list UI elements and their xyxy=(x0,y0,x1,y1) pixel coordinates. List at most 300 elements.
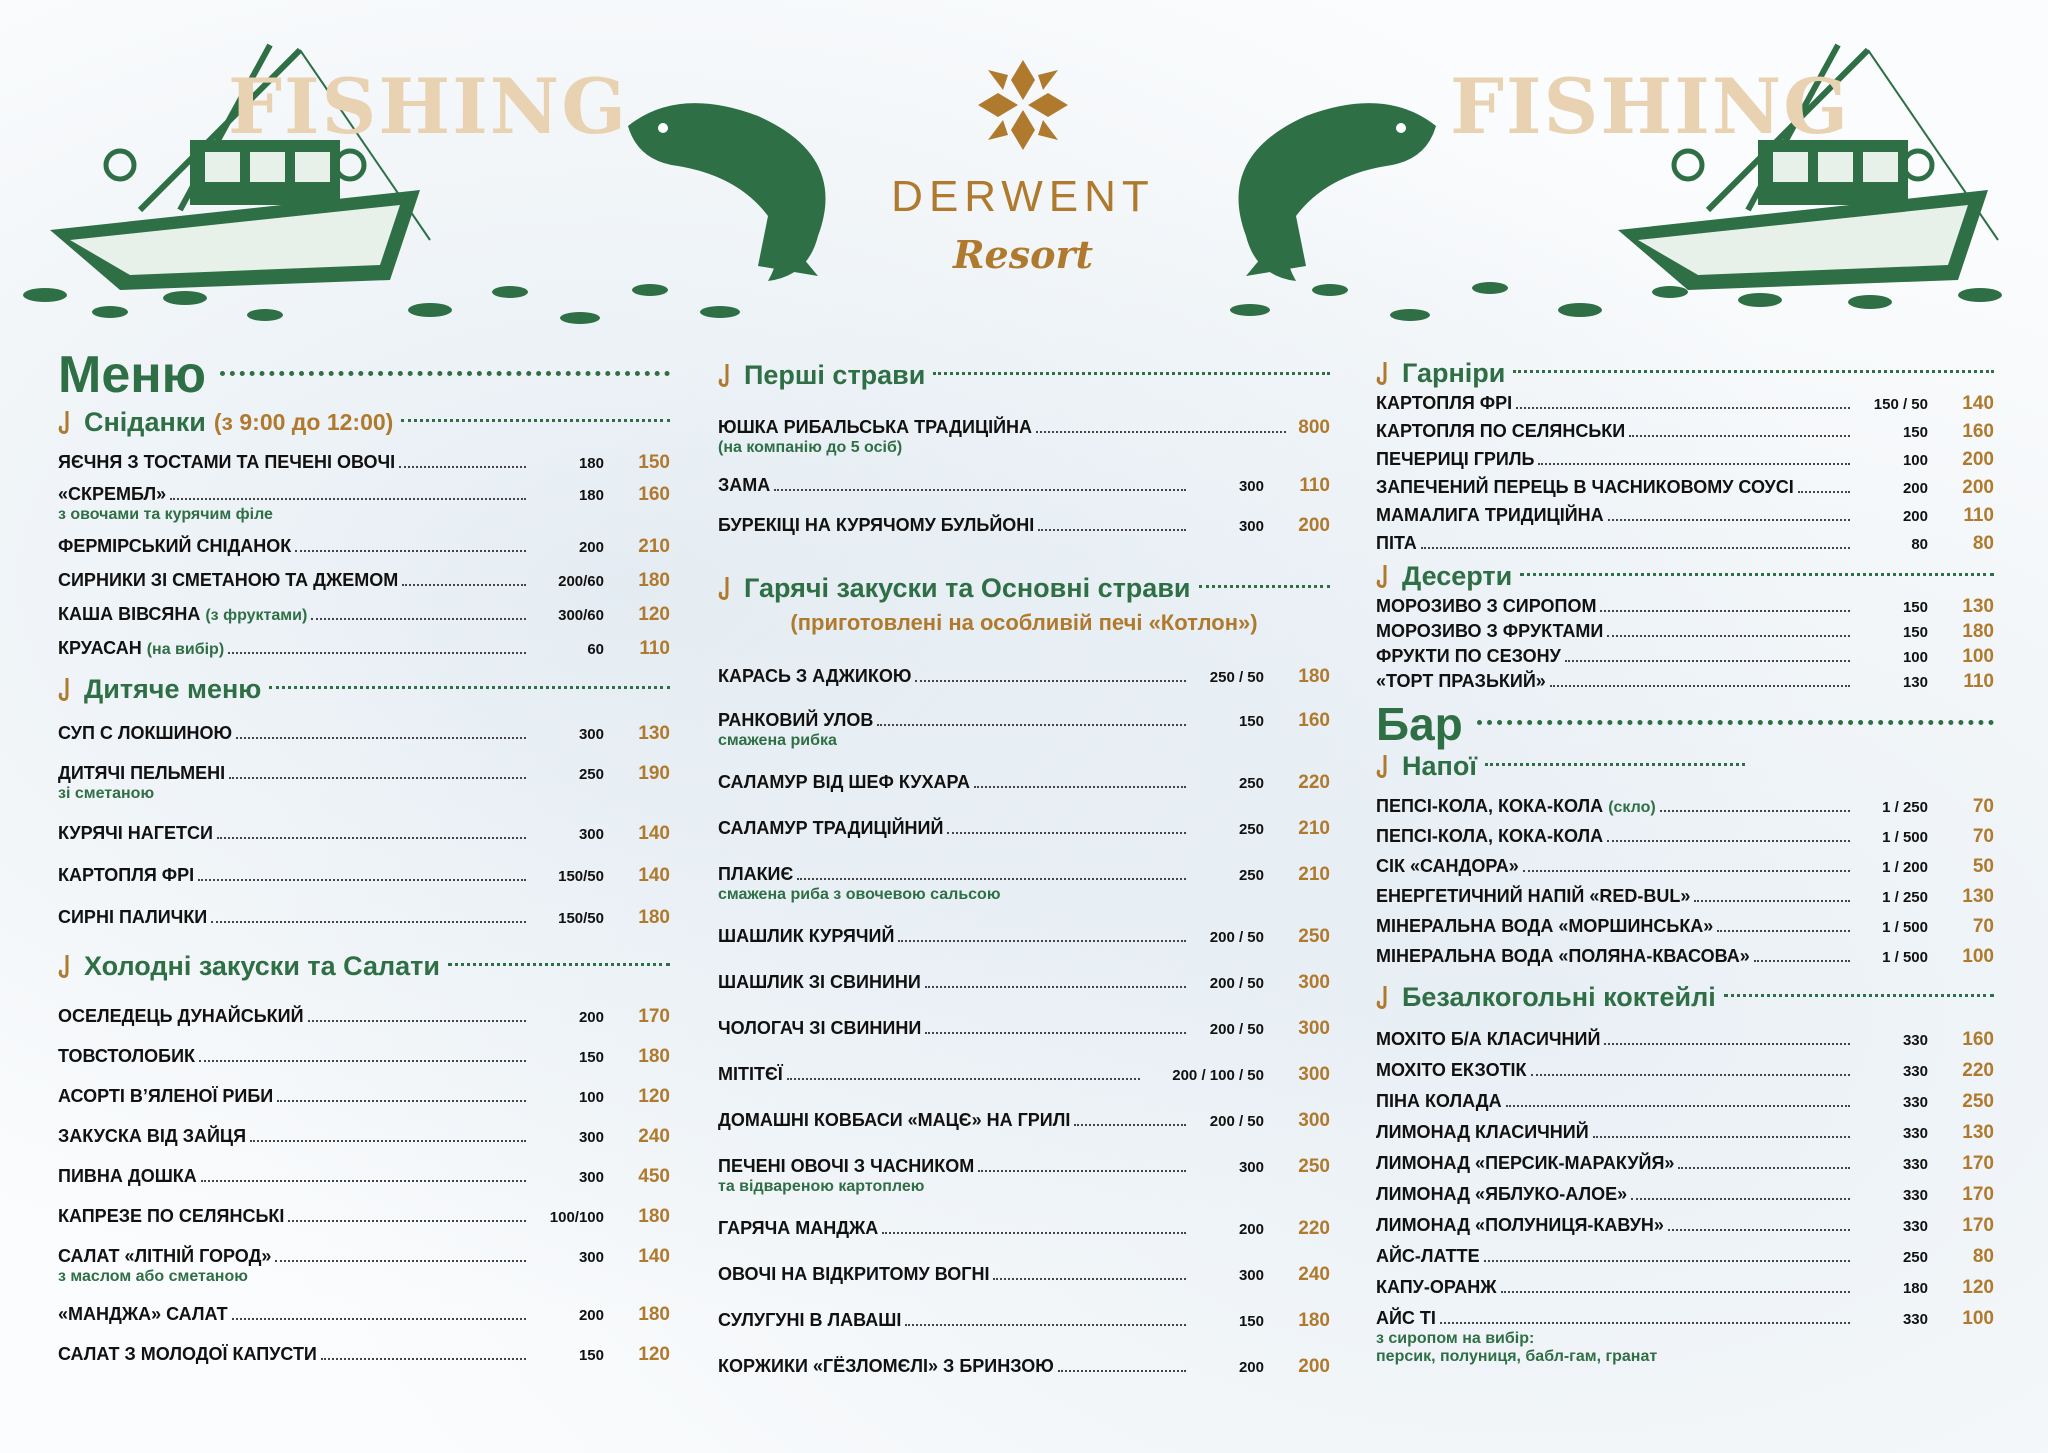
menu-item xyxy=(1376,449,1994,471)
menu-item xyxy=(58,452,670,474)
item-name: «МАНДЖА» САЛАТ xyxy=(58,1304,228,1324)
item-name: СІК «САНДОРА» xyxy=(1376,856,1519,876)
item-weight: 300 xyxy=(1238,518,1264,535)
kids-list xyxy=(58,723,670,929)
menu-item xyxy=(718,772,1330,794)
item-price: 210 xyxy=(1298,818,1330,839)
item-weight: 1 / 500 xyxy=(1882,829,1928,846)
menu-item xyxy=(1376,886,1994,908)
item-price: 100 xyxy=(1962,946,1994,967)
menu-item xyxy=(718,1156,1330,1178)
item-name: ОВОЧІ НА ВІДКРИТОМУ ВОГНІ xyxy=(718,1264,990,1284)
item-weight: 150 xyxy=(1902,624,1928,641)
section-title-kids xyxy=(58,674,670,705)
item-weight: 1 / 500 xyxy=(1882,949,1928,966)
dot-leader xyxy=(1565,660,1850,662)
item-weight: 330 xyxy=(1902,1125,1928,1142)
item-price: 120 xyxy=(638,604,670,625)
item-name: САЛАТ «ЛІТНІЙ ГОРОД» xyxy=(58,1246,272,1266)
item-price: 200 xyxy=(1298,515,1330,536)
item-price: 140 xyxy=(638,865,670,886)
item-weight: 330 xyxy=(1902,1032,1928,1049)
dot-leader xyxy=(774,489,1186,491)
section-title-cocktails xyxy=(1376,982,1994,1013)
item-weight: 300 xyxy=(1238,1159,1264,1176)
rope-divider xyxy=(933,372,1330,385)
item-name: САЛАТ З МОЛОДОЇ КАПУСТИ xyxy=(58,1344,317,1364)
item-price: 300 xyxy=(1298,1064,1330,1085)
dot-leader xyxy=(1074,1124,1186,1126)
item-name: КАРТОПЛЯ ФРІ xyxy=(1376,393,1513,413)
section-title-first-label: Перші страви xyxy=(744,360,926,390)
item-option: (скло) xyxy=(1608,799,1656,816)
dot-leader xyxy=(1607,635,1850,637)
dot-leader xyxy=(277,1100,526,1102)
column-right xyxy=(1376,358,1994,1366)
item-weight: 200 xyxy=(1902,508,1928,525)
menu-item xyxy=(1376,1122,1994,1144)
item-price: 120 xyxy=(638,1344,670,1365)
item-weight: 150 xyxy=(1902,599,1928,616)
item-weight: 200 / 50 xyxy=(1209,929,1264,946)
dot-leader xyxy=(321,1358,526,1360)
dot-leader xyxy=(1694,900,1850,902)
item-name: ПІНА КОЛАДА xyxy=(1376,1091,1502,1111)
item-weight: 180 xyxy=(1902,1280,1928,1297)
item-price: 140 xyxy=(638,823,670,844)
item-name: КАПУ-ОРАНЖ xyxy=(1376,1277,1497,1297)
menu-item xyxy=(58,823,670,845)
item-weight: 300 xyxy=(578,726,604,743)
pike-illustration-right xyxy=(1196,86,1446,286)
item-price: 80 xyxy=(1972,1246,1994,1267)
item-price: 190 xyxy=(638,763,670,784)
item-price: 100 xyxy=(1962,646,1994,667)
menu-item xyxy=(1376,505,1994,527)
dot-leader xyxy=(898,940,1186,942)
item-name: МОРОЗИВО З ФРУКТАМИ xyxy=(1376,621,1604,641)
menu-item xyxy=(718,710,1330,732)
item-weight: 250 xyxy=(1238,821,1264,838)
dot-leader xyxy=(1523,870,1850,872)
dot-leader xyxy=(402,584,526,586)
item-weight: 330 xyxy=(1902,1063,1928,1080)
item-name: МІНЕРАЛЬНА ВОДА «ПОЛЯНА-КВАСОВА» xyxy=(1376,946,1750,966)
item-price: 110 xyxy=(1299,475,1330,496)
item-name: АСОРТІ В’ЯЛЕНОЇ РИБИ xyxy=(58,1086,274,1106)
menu-item xyxy=(58,1046,670,1068)
item-weight: 200/60 xyxy=(558,573,604,590)
dot-leader xyxy=(915,680,1186,682)
menu-title-row xyxy=(58,345,670,405)
rope-divider xyxy=(1477,720,1994,735)
menu-item xyxy=(58,865,670,887)
item-price: 200 xyxy=(1298,1356,1330,1377)
item-price: 180 xyxy=(1298,1310,1330,1331)
section-title-hot-label: Гарячі закуски та Основні страви xyxy=(744,573,1191,603)
item-price: 170 xyxy=(638,1006,670,1027)
menu-item xyxy=(718,1218,1330,1240)
item-name: ЛИМОНАД «ПОЛУНИЦЯ-КАВУН» xyxy=(1376,1215,1664,1235)
item-name: КАРАСЬ З АДЖИКОЮ xyxy=(718,666,912,686)
item-weight: 1 / 500 xyxy=(1882,919,1928,936)
dot-leader xyxy=(882,1232,1186,1234)
rope-divider xyxy=(1513,370,1994,383)
item-weight: 100/100 xyxy=(549,1209,604,1226)
menu-item xyxy=(58,638,670,660)
dot-leader xyxy=(1484,1260,1850,1262)
dot-leader xyxy=(1531,1074,1850,1076)
item-price: 110 xyxy=(1963,671,1994,692)
item-price: 180 xyxy=(638,1206,670,1227)
item-price: 200 xyxy=(1962,477,1994,498)
item-weight: 100 xyxy=(578,1089,604,1106)
hook-icon xyxy=(1376,985,1394,1011)
item-name: ШАШЛИК КУРЯЧИЙ xyxy=(718,926,895,946)
item-name: ЗАКУСКА ВІД ЗАЙЦЯ xyxy=(58,1126,247,1146)
item-price: 160 xyxy=(1962,1029,1994,1050)
hook-icon xyxy=(718,363,736,389)
item-weight: 180 xyxy=(578,455,604,472)
dot-leader xyxy=(925,986,1186,988)
item-weight: 200 / 50 xyxy=(1209,1113,1264,1130)
item-weight: 200 xyxy=(578,539,604,556)
item-price: 300 xyxy=(1298,1018,1330,1039)
item-weight: 1 / 250 xyxy=(1882,889,1928,906)
fishing-title-right: FISHING xyxy=(1450,62,1851,151)
dot-leader xyxy=(1600,610,1850,612)
menu-item xyxy=(1376,533,1994,555)
item-price: 220 xyxy=(1298,1218,1330,1239)
item-weight: 150/50 xyxy=(558,868,604,885)
item-name: КАРТОПЛЯ ФРІ xyxy=(58,865,195,885)
item-name: ЛИМОНАД «ЯБЛУКО-АЛОЕ» xyxy=(1376,1184,1628,1204)
dot-leader xyxy=(198,879,526,881)
item-note: з овочами та курячим філе xyxy=(58,506,273,523)
item-weight: 150 xyxy=(1902,424,1928,441)
item-price: 180 xyxy=(638,1304,670,1325)
item-name: ДИТЯЧІ ПЕЛЬМЕНІ xyxy=(58,763,226,783)
item-name: ФРУКТИ ПО СЕЗОНУ xyxy=(1376,646,1561,666)
section-title-sides xyxy=(1376,358,1994,389)
item-name: СУП С ЛОКШИНОЮ xyxy=(58,723,233,743)
item-weight: 300 xyxy=(578,1249,604,1266)
section-title-cold-label: Холодні закуски та Салати xyxy=(84,951,440,981)
item-weight: 1 / 200 xyxy=(1882,859,1928,876)
item-name: ЧОЛОГАЧ ЗІ СВИНИНИ xyxy=(718,1018,922,1038)
header xyxy=(0,0,2048,345)
item-weight: 330 xyxy=(1902,1187,1928,1204)
dot-leader xyxy=(311,618,526,620)
item-note: смажена риба з овочевою сальсою xyxy=(718,886,1001,903)
dot-leader xyxy=(905,1324,1186,1326)
item-price: 160 xyxy=(1962,421,1994,442)
fish-school-decoration xyxy=(0,270,2048,345)
item-weight: 150 xyxy=(578,1049,604,1066)
item-name: КАША ВІВСЯНА xyxy=(58,604,201,624)
section-title-kids-label: Дитяче меню xyxy=(84,674,262,704)
hot-list xyxy=(718,666,1330,1378)
menu-item xyxy=(1376,1308,1994,1330)
dot-leader xyxy=(295,550,526,552)
cocktails-list xyxy=(1376,1029,1994,1366)
menu-item xyxy=(1376,1029,1994,1051)
dot-leader xyxy=(925,1032,1186,1034)
dot-leader xyxy=(1058,1370,1186,1372)
item-name: ПИВНА ДОШКА xyxy=(58,1166,197,1186)
item-weight: 300 xyxy=(578,1129,604,1146)
item-price: 250 xyxy=(1962,1091,1994,1112)
bar-title: Бар xyxy=(1376,698,1463,750)
item-price: 140 xyxy=(1962,393,1994,414)
section-title-cocktails-label: Безалкогольні коктейлі xyxy=(1402,982,1716,1012)
item-weight: 300/60 xyxy=(558,607,604,624)
item-price: 120 xyxy=(1962,1277,1994,1298)
menu-item xyxy=(718,1356,1330,1378)
item-price: 130 xyxy=(1962,596,1994,617)
menu-item xyxy=(58,1304,670,1326)
dot-leader xyxy=(1036,431,1286,433)
item-weight: 250 xyxy=(578,766,604,783)
menu-item xyxy=(718,417,1330,439)
item-name: МАМАЛИГА ТРИДИЦІЙНА xyxy=(1376,505,1604,525)
item-name: ПЕЧЕНІ ОВОЧІ З ЧАСНИКОМ xyxy=(718,1156,975,1176)
item-price: 130 xyxy=(638,723,670,744)
dot-leader xyxy=(1506,1105,1850,1107)
item-note: (на компанію до 5 осіб) xyxy=(718,439,903,456)
menu-item xyxy=(58,570,670,592)
dot-leader xyxy=(1516,407,1850,409)
fishing-title-left: FISHING xyxy=(228,62,629,151)
item-weight: 250 xyxy=(1902,1249,1928,1266)
menu-item xyxy=(1376,621,1994,643)
menu-item xyxy=(1376,671,1994,693)
menu-item xyxy=(1376,596,1994,618)
dot-leader xyxy=(1038,529,1186,531)
item-price: 180 xyxy=(1298,666,1330,687)
item-weight: 330 xyxy=(1902,1094,1928,1111)
dot-leader xyxy=(229,777,526,779)
item-weight: 200 / 100 / 50 xyxy=(1172,1067,1264,1084)
item-name: ЕНЕРГЕТИЧНИЙ НАПІЙ «RED-BUL» xyxy=(1376,886,1691,906)
item-name: ЛИМОНАД «ПЕРСИК-МАРАКУЙЯ» xyxy=(1376,1153,1675,1173)
dot-leader xyxy=(1538,463,1850,465)
item-name: ФЕРМІРСЬКИЙ СНІДАНОК xyxy=(58,536,292,556)
item-price: 180 xyxy=(638,1046,670,1067)
item-price: 300 xyxy=(1298,972,1330,993)
menu-item xyxy=(58,1006,670,1028)
item-price: 50 xyxy=(1972,856,1994,877)
section-title-breakfast xyxy=(58,407,670,438)
menu-item xyxy=(1376,796,1994,818)
dot-leader xyxy=(232,1318,526,1320)
item-weight: 200 xyxy=(1238,1359,1264,1376)
dot-leader xyxy=(170,498,526,500)
menu-item xyxy=(718,818,1330,840)
column-middle xyxy=(718,360,1330,1378)
item-note: та відвареною картоплею xyxy=(718,1178,925,1195)
item-price: 180 xyxy=(638,907,670,928)
dot-leader xyxy=(1421,547,1850,549)
item-name: КАПРЕЗЕ ПО СЕЛЯНСЬКІ xyxy=(58,1206,285,1226)
menu-item xyxy=(1376,1153,1994,1175)
rope-divider xyxy=(1520,573,1994,586)
item-price: 110 xyxy=(1963,505,1994,526)
brand-sub: Resort xyxy=(952,232,1094,277)
item-price: 130 xyxy=(1962,886,1994,907)
item-price: 140 xyxy=(638,1246,670,1267)
menu-item xyxy=(58,1126,670,1148)
item-name: ПЕПСІ-КОЛА, КОКА-КОЛА xyxy=(1376,826,1604,846)
item-price: 130 xyxy=(1962,1122,1994,1143)
item-name: ТОВСТОЛОБИК xyxy=(58,1046,196,1066)
item-name: МІТІТЄЇ xyxy=(718,1064,783,1084)
item-note: смажена рибка xyxy=(718,732,837,749)
menu-item xyxy=(1376,1184,1994,1206)
item-price: 120 xyxy=(638,1086,670,1107)
dot-leader xyxy=(288,1220,526,1222)
menu-item xyxy=(1376,826,1994,848)
item-price: 240 xyxy=(1298,1264,1330,1285)
menu-item xyxy=(1376,477,1994,499)
dot-leader xyxy=(399,466,526,468)
item-weight: 100 xyxy=(1902,452,1928,469)
item-name: ПЛАКИЄ xyxy=(718,864,794,884)
dot-leader xyxy=(1754,960,1850,962)
menu-item xyxy=(58,536,670,558)
rope-divider xyxy=(1199,585,1330,598)
rope-divider xyxy=(220,371,670,386)
hook-icon xyxy=(1376,564,1394,590)
section-title-sides-label: Гарніри xyxy=(1402,358,1506,388)
item-weight: 300 xyxy=(1238,1267,1264,1284)
item-price: 210 xyxy=(1298,864,1330,885)
item-price: 160 xyxy=(1298,710,1330,731)
menu-item xyxy=(1376,856,1994,878)
item-price: 210 xyxy=(638,536,670,557)
item-weight: 200 xyxy=(1238,1221,1264,1238)
dot-leader xyxy=(1668,1229,1850,1231)
item-name: ЗАМА xyxy=(718,475,771,495)
item-name: КАРТОПЛЯ ПО СЕЛЯНСЬКИ xyxy=(1376,421,1626,441)
item-option: (на вибір) xyxy=(146,641,225,658)
item-weight: 200 xyxy=(578,1307,604,1324)
dot-leader xyxy=(1631,1198,1850,1200)
menu-item xyxy=(718,1064,1330,1086)
breakfast-list xyxy=(58,452,670,660)
dot-leader xyxy=(978,1170,1186,1172)
item-name: КУРЯЧІ НАГЕТСИ xyxy=(58,823,213,843)
item-weight: 330 xyxy=(1902,1311,1928,1328)
item-price: 250 xyxy=(1298,1156,1330,1177)
item-weight: 200 xyxy=(578,1009,604,1026)
menu-item xyxy=(718,1110,1330,1132)
dot-leader xyxy=(1608,519,1850,521)
section-title-breakfast-label: Сніданки xyxy=(84,407,206,437)
dot-leader xyxy=(275,1260,526,1262)
dot-leader xyxy=(1604,1043,1850,1045)
item-weight: 150 xyxy=(1238,1313,1264,1330)
section-title-hot xyxy=(718,573,1330,604)
item-weight: 150 / 50 xyxy=(1873,396,1928,413)
item-price: 170 xyxy=(1962,1153,1994,1174)
menu-item xyxy=(58,1086,670,1108)
item-price: 220 xyxy=(1298,772,1330,793)
dot-leader xyxy=(236,737,526,739)
menu-item xyxy=(1376,1246,1994,1268)
dot-leader xyxy=(1629,435,1850,437)
dot-leader xyxy=(877,724,1186,726)
menu-item xyxy=(1376,946,1994,968)
item-name: МОХІТО Б/А КЛАСИЧНИЙ xyxy=(1376,1029,1601,1049)
item-price: 240 xyxy=(638,1126,670,1147)
item-name: МОРОЗИВО З СИРОПОМ xyxy=(1376,596,1597,616)
item-weight: 250 xyxy=(1238,867,1264,884)
item-weight: 180 xyxy=(578,487,604,504)
dot-leader xyxy=(1798,491,1850,493)
item-price: 150 xyxy=(638,452,670,473)
item-price: 180 xyxy=(1962,621,1994,642)
breakfast-hours: (з 9:00 до 12:00) xyxy=(213,409,394,435)
menu-item xyxy=(718,972,1330,994)
rope-divider xyxy=(401,419,670,432)
dot-leader xyxy=(199,1060,526,1062)
dot-leader xyxy=(211,921,526,923)
item-price: 220 xyxy=(1962,1060,1994,1081)
menu-item xyxy=(1376,1060,1994,1082)
dot-leader xyxy=(947,832,1186,834)
item-price: 70 xyxy=(1972,826,1994,847)
item-weight: 150 xyxy=(578,1347,604,1364)
item-name: ПЕПСІ-КОЛА, КОКА-КОЛА xyxy=(1376,796,1604,816)
item-name: «ТОРТ ПРАЗЬКИЙ» xyxy=(1376,671,1546,691)
item-name: «СКРЕМБЛ» xyxy=(58,484,167,504)
dot-leader xyxy=(1660,810,1850,812)
item-option: (з фруктами) xyxy=(205,607,308,624)
menu-item xyxy=(58,1344,670,1366)
section-title-drinks xyxy=(1376,751,1994,782)
menu-item xyxy=(58,484,670,506)
dot-leader xyxy=(228,652,526,654)
cold-list xyxy=(58,1006,670,1366)
item-name: РАНКОВИЙ УЛОВ xyxy=(718,710,874,730)
item-weight: 150/50 xyxy=(558,910,604,927)
item-weight: 1 / 250 xyxy=(1882,799,1928,816)
rope-divider xyxy=(269,686,670,699)
item-weight: 300 xyxy=(1238,478,1264,495)
hook-icon xyxy=(58,954,76,980)
item-price: 300 xyxy=(1298,1110,1330,1131)
dot-leader xyxy=(201,1180,526,1182)
dot-leader xyxy=(1678,1167,1850,1169)
item-weight: 200 xyxy=(1902,480,1928,497)
dot-leader xyxy=(993,1278,1186,1280)
menu-item xyxy=(718,864,1330,886)
section-title-drinks-label: Напої xyxy=(1402,751,1477,781)
menu-item xyxy=(1376,421,1994,443)
dot-leader xyxy=(250,1140,526,1142)
item-price: 110 xyxy=(639,638,670,659)
item-weight: 100 xyxy=(1902,649,1928,666)
item-name: СИРНИКИ ЗІ СМЕТАНОЮ ТА ДЖЕМОМ xyxy=(58,570,399,590)
derwent-logo-icon xyxy=(973,55,1073,155)
menu-item xyxy=(1376,916,1994,938)
dot-leader xyxy=(974,786,1186,788)
item-name: ШАШЛИК ЗІ СВИНИНИ xyxy=(718,972,921,992)
item-name: ПЕЧЕРИЦІ ГРИЛЬ xyxy=(1376,449,1535,469)
item-weight: 200 / 50 xyxy=(1209,975,1264,992)
bar-title-row xyxy=(1376,697,1994,751)
